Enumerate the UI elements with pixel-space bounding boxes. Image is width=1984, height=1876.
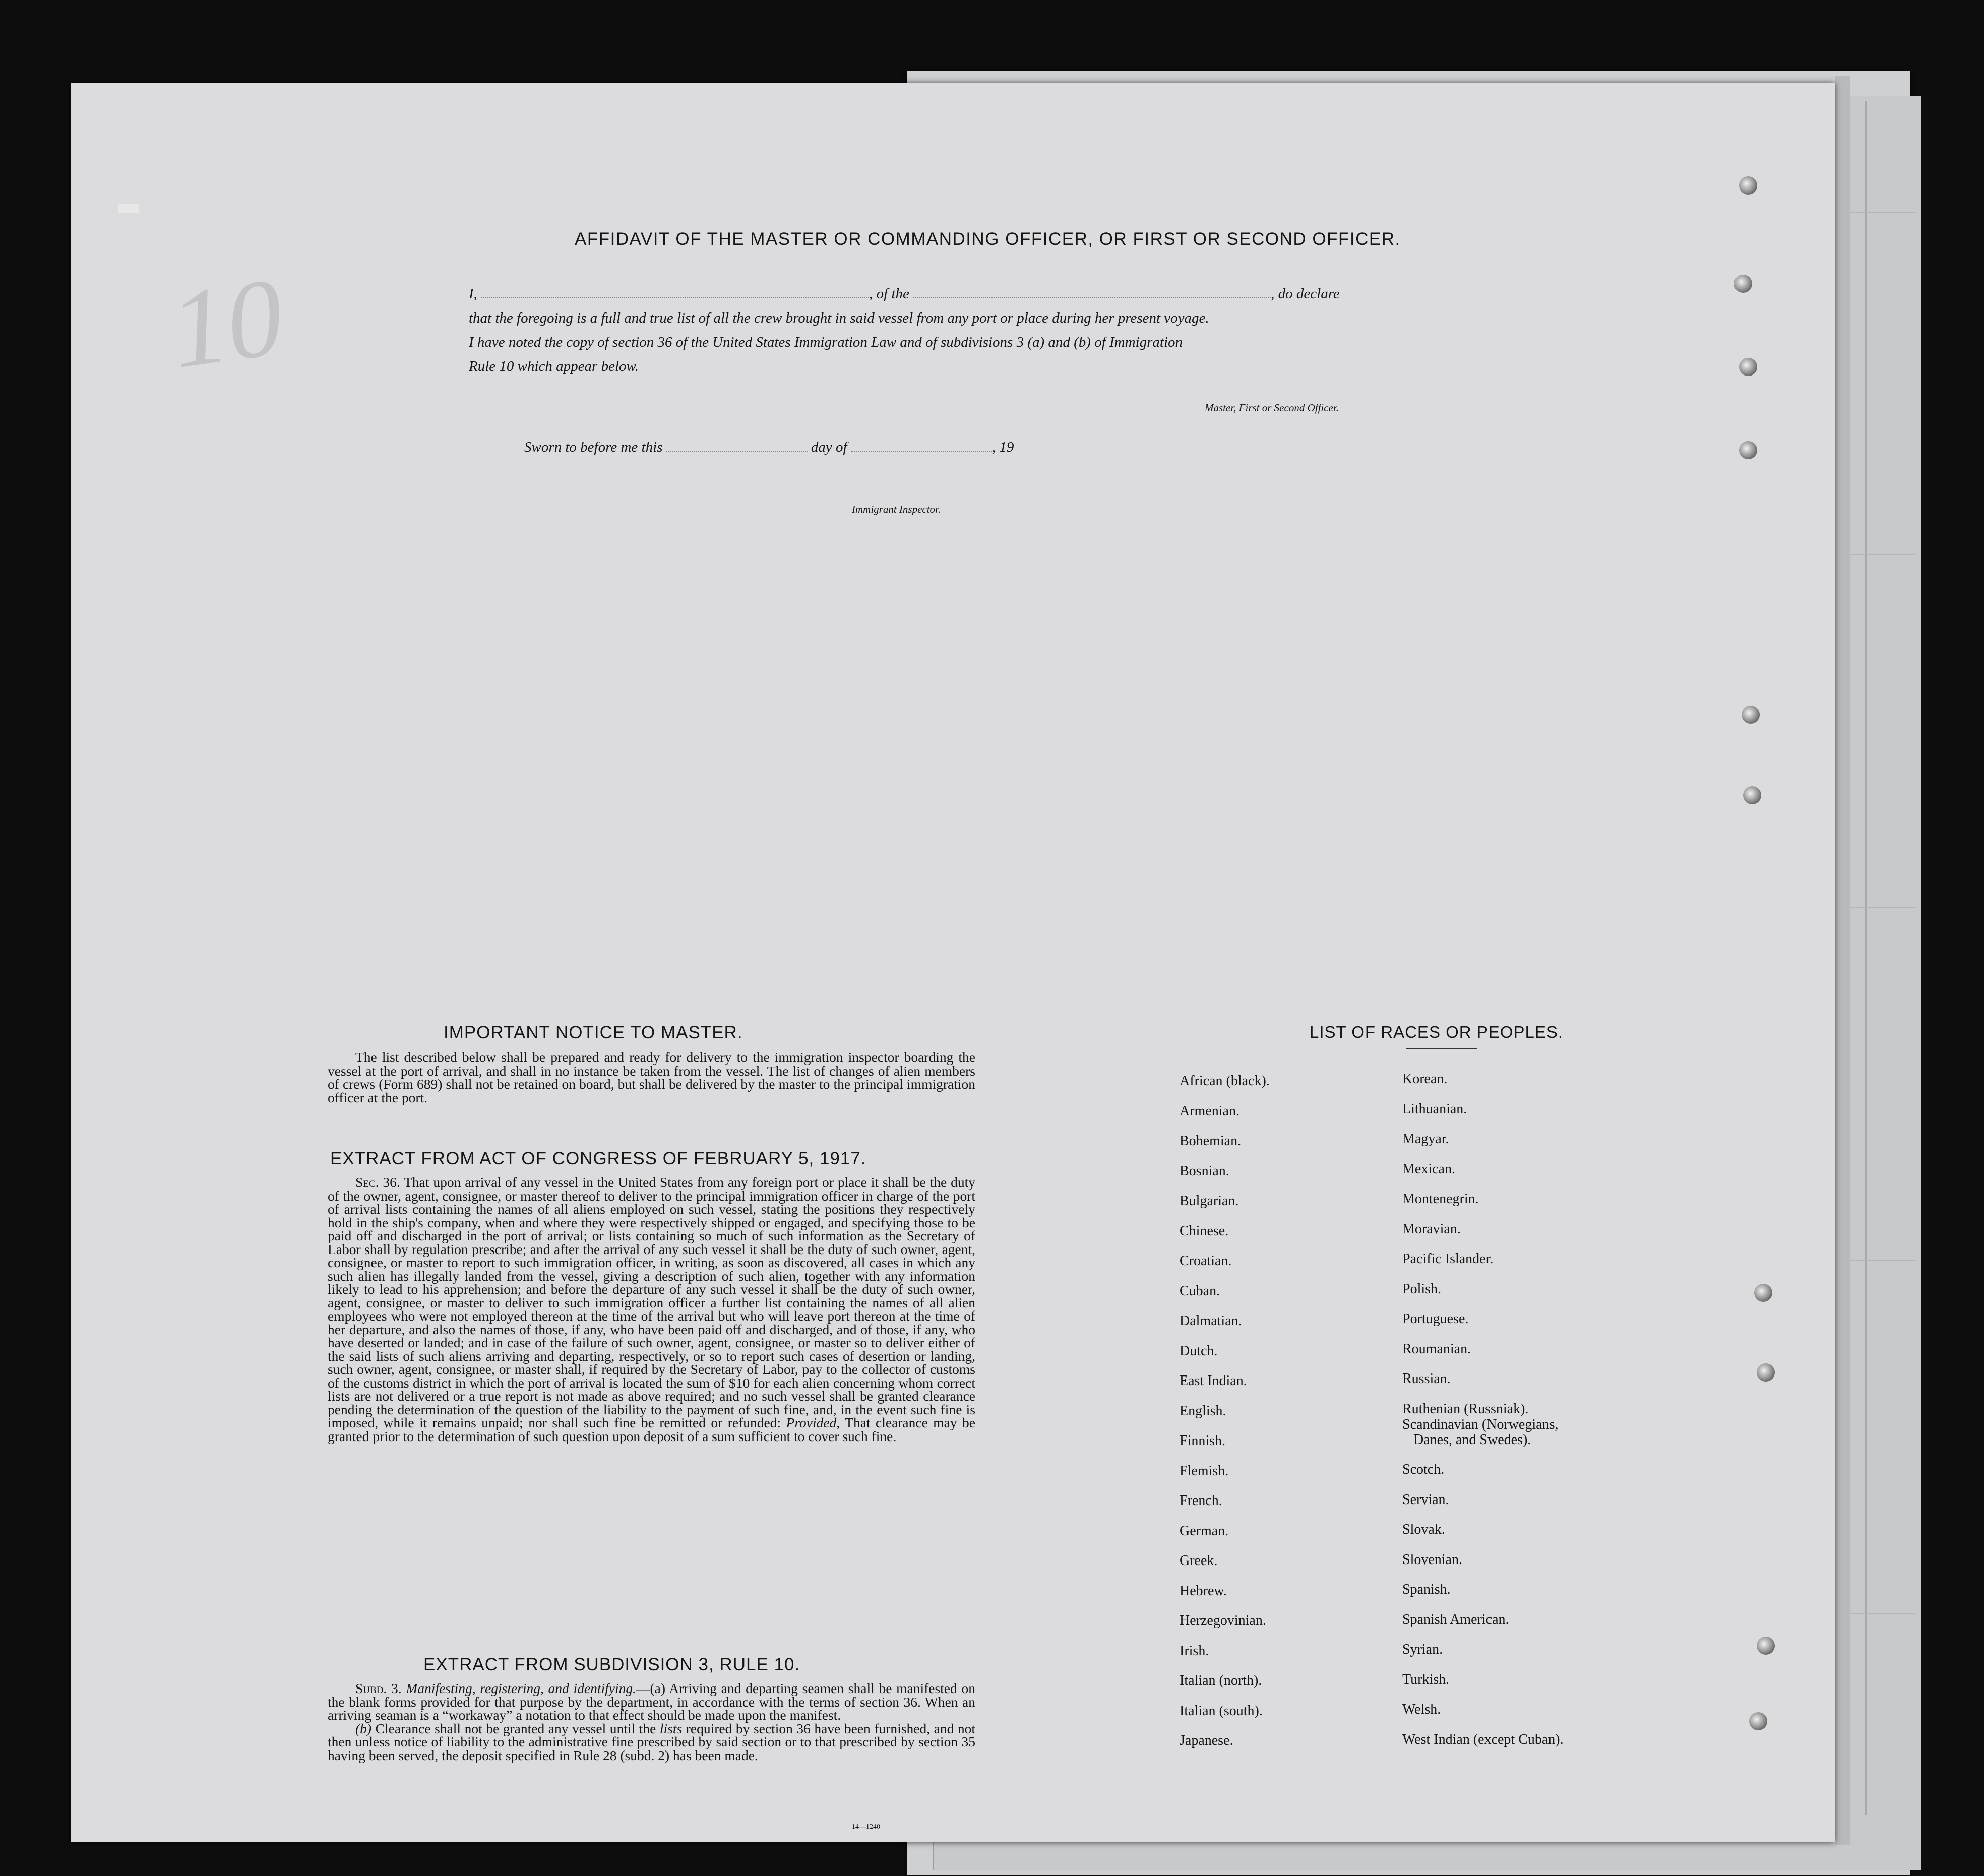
notice-text: The list described below shall be prepared and ready for delivery to the immigration inspector boarding the vessel at the port of arrival, and shall in no instance be taken from the vessel. The list of changes of alien members of crews (Form 689) shall not be retained on board, but shall be delivered by the master to the principal immigration officer at the port. — [328, 1049, 975, 1105]
act-extract-title: EXTRACT FROM ACT OF CONGRESS OF FEBRUARY 5, 1917. — [330, 1149, 866, 1168]
punch-hole — [1739, 441, 1757, 459]
race-item: Flemish. — [1180, 1463, 1229, 1479]
form-number: 14—1240 — [852, 1823, 880, 1831]
provided-label: Provided, — [786, 1415, 840, 1430]
race-item: African (black). — [1180, 1073, 1270, 1089]
sworn-line — [524, 439, 1014, 456]
race-item: Lithuanian. — [1402, 1101, 1467, 1117]
sworn-label: Sworn to before me this — [524, 439, 663, 455]
race-item: Welsh. — [1402, 1702, 1441, 1717]
race-item: Italian (south). — [1180, 1703, 1263, 1719]
month-blank — [851, 451, 992, 452]
section-label: Sec. 36. — [355, 1174, 400, 1190]
race-item: Danes, and Swedes). — [1413, 1431, 1531, 1448]
affidavit-line-1 — [469, 286, 1340, 302]
document-page — [71, 83, 1835, 1842]
affidavit-line-2: that the foregoing is a full and true list of all the crew brought in said vessel from any port or place during her present voyage. — [469, 310, 1209, 326]
name-blank — [481, 297, 869, 298]
punch-hole — [1743, 786, 1761, 804]
punch-hole — [1739, 176, 1757, 195]
race-item: Russian. — [1402, 1371, 1451, 1387]
race-item: Hebrew. — [1180, 1583, 1227, 1599]
subd-label: Subd. 3. — [355, 1680, 402, 1696]
race-item: Turkish. — [1402, 1671, 1450, 1687]
race-item: Mexican. — [1402, 1161, 1455, 1177]
race-item: Finnish. — [1180, 1433, 1226, 1449]
punch-hole — [1754, 1284, 1772, 1302]
i-label: I, — [469, 286, 477, 302]
year-label: , 19 — [991, 439, 1014, 455]
section-body-end: That clearance may be granted prior to the determination of such question upon deposit of a sum sufficient to cover such fine. — [328, 1415, 976, 1444]
punch-hole — [1757, 1363, 1775, 1382]
race-item: Polish. — [1402, 1281, 1442, 1297]
races-title: LIST OF RACES OR PEOPLES. — [1310, 1023, 1564, 1041]
part-b-text-2: required by section 36 have been furnished, and not then unless notice of liability to the administrative fine prescribed by said section or to that prescribed by section 35 having been served, the deposit specified in Rule 28 (subd. 2) has been made. — [328, 1720, 976, 1763]
day-of-label: day of — [811, 439, 847, 455]
race-item: French. — [1180, 1493, 1222, 1509]
race-item: West Indian (except Cuban). — [1402, 1731, 1564, 1747]
race-item: Scotch. — [1402, 1462, 1445, 1477]
section-body: That upon arrival of any vessel in the United States from any foreign port or place it shall be the duty of the owner, agent, consignee, or master thereof to deliver to the principal immigration officer in charge of the port of arrival lists containing the names of all aliens employed on such vessel, stating the positions they respectively hold in the ship's company, when and where they were respectively shipped or engaged, and specifying those to be paid off and discharged in the port of arrival; or lists containing so much of such information as the Secretary of Labor shall by regulation prescribe; and after the arrival of any such vessel it shall be the duty of such owner, agent, consignee, or master to report to such immigration officer, in writing, as soon as discovered, all cases in which any such alien has illegally landed from the vessel, giving a description of such alien, together with any information likely to lead to his apprehension; and before the departure of any such vessel it shall be the duty of such owner, agent, consignee, or master to deliver to such immigration officer a further list containing the names of all alien employees who were not employed thereon at the time of the arrival but who will leave port thereon at the time of her departure, and also the names of those, if any, who have been paid off and discharged, and of those, if any, who have deserted or landed; and in case of the failure of such owner, agent, consignee, or master so to deliver either of the said lists of such aliens arriving and departing, respectively, or so to report such cases of desertion or landing, such owner, agent, consignee, or master shall, if required by the Secretary of Labor, pay to the collector of customs of the customs district in which the port of arrival is located the sum of $10 for each alien concerning whom correct lists are not delivered or a true report is not made as above required; and no such vessel shall be granted clearance pending the determination of the question of the liability to the payment of such fine, and, in the event such fine is imposed, while it remains unpaid; nor shall such fine be remitted or refunded: — [328, 1174, 975, 1430]
punch-hole — [1734, 275, 1752, 293]
race-item: Armenian. — [1180, 1103, 1239, 1119]
signature-caption: Master, First or Second Officer. — [1205, 402, 1339, 414]
race-item: Croatian. — [1180, 1253, 1232, 1269]
affidavit-line-4: Rule 10 which appear below. — [469, 358, 639, 374]
race-item: East Indian. — [1180, 1373, 1247, 1389]
punch-hole — [1742, 706, 1760, 724]
race-item: Cuban. — [1180, 1283, 1220, 1299]
race-item: Herzegovinian. — [1180, 1613, 1266, 1629]
race-item: Moravian. — [1402, 1221, 1461, 1237]
races-column-2 — [1402, 1064, 1564, 1755]
part-b-lists: lists — [659, 1720, 683, 1736]
race-item: Greek. — [1180, 1553, 1218, 1569]
race-item: Irish. — [1180, 1643, 1209, 1659]
race-item: Bosnian. — [1180, 1163, 1229, 1179]
part-b-label: (b) — [355, 1720, 372, 1736]
race-item: Spanish. — [1402, 1582, 1451, 1597]
race-item: Dutch. — [1180, 1343, 1218, 1359]
binding-tab — [118, 204, 139, 213]
race-item: Spanish American. — [1402, 1611, 1509, 1628]
of-the-label: , of the — [869, 286, 909, 302]
vessel-blank — [913, 297, 1271, 298]
handwritten-page-number: 10 — [163, 254, 290, 392]
do-declare-label: , do declare — [1271, 286, 1340, 302]
part-a-text: —(a) Arriving and departing seamen shall be manifested on the blank forms provided for that purpose by the department, in accordance with the terms of section 36. When an arriving seaman is a “workaway” a notation to that effect should be made upon the manifest. — [328, 1680, 975, 1723]
race-item: Magyar. — [1402, 1131, 1449, 1147]
rule-extract-text — [328, 1682, 975, 1762]
race-item: Japanese. — [1180, 1733, 1233, 1748]
race-item: Servian. — [1402, 1491, 1449, 1508]
act-extract-text — [328, 1176, 975, 1443]
ledger-line — [1865, 101, 1867, 1815]
page-edge — [1835, 76, 1850, 1845]
race-item: Slovenian. — [1402, 1551, 1462, 1568]
notice-title: IMPORTANT NOTICE TO MASTER. — [444, 1023, 743, 1042]
race-item: Chinese. — [1180, 1223, 1229, 1239]
day-blank — [666, 451, 808, 452]
races-column-1 — [1180, 1066, 1270, 1756]
race-item: Ruthenian (Russniak). — [1402, 1401, 1529, 1417]
inspector-caption: Immigrant Inspector. — [852, 503, 941, 515]
punch-hole — [1739, 358, 1757, 376]
race-item: Pacific Islander. — [1402, 1251, 1494, 1267]
race-item: Bulgarian. — [1180, 1193, 1239, 1209]
race-item: English. — [1180, 1403, 1226, 1419]
affidavit-line-3: I have noted the copy of section 36 of the United States Immigration Law and of subdivisions 3 (a) and (b) of Immigration — [469, 334, 1183, 350]
race-item: Dalmatian. — [1180, 1313, 1242, 1329]
race-item: Portuguese. — [1402, 1311, 1469, 1327]
race-item: Syrian. — [1402, 1642, 1443, 1657]
races-title-rule — [1406, 1048, 1477, 1049]
race-item: Italian (north). — [1180, 1673, 1262, 1689]
part-b-text-1: Clearance shall not be granted any vessel until the — [375, 1720, 656, 1736]
race-item: Korean. — [1402, 1071, 1448, 1087]
race-item: Bohemian. — [1180, 1133, 1242, 1149]
punch-hole — [1749, 1712, 1767, 1730]
race-item: Slovak. — [1402, 1522, 1445, 1537]
race-item: Montenegrin. — [1402, 1191, 1479, 1207]
race-item: German. — [1180, 1523, 1229, 1539]
affidavit-title: AFFIDAVIT OF THE MASTER OR COMMANDING OFFICER, OR FIRST OR SECOND OFFICER. — [575, 229, 1401, 249]
race-item: Roumanian. — [1402, 1341, 1471, 1357]
race-item: Scandinavian (Norwegians, — [1402, 1417, 1559, 1432]
subd-heading: Manifesting, registering, and identifying. — [406, 1680, 637, 1696]
rule-extract-title: EXTRACT FROM SUBDIVISION 3, RULE 10. — [423, 1655, 800, 1674]
punch-hole — [1757, 1637, 1775, 1655]
